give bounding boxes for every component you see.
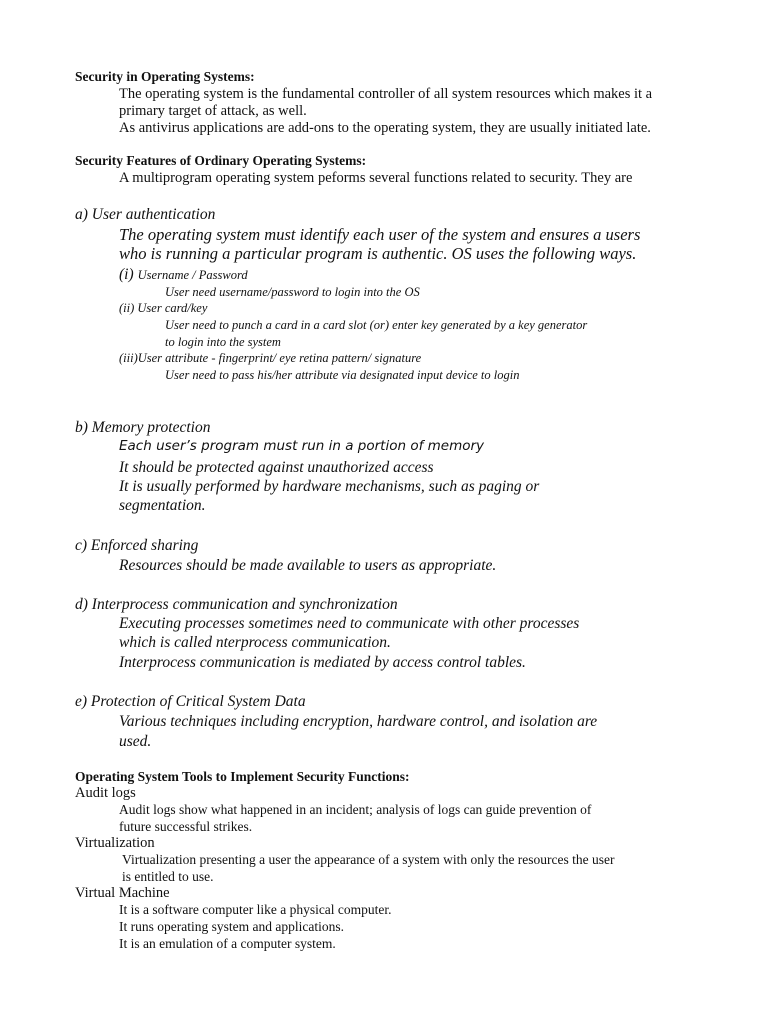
item-line: It is usually performed by hardware mechanisms, such as paging or bbox=[119, 478, 540, 495]
tool-desc: It runs operating system and applications. bbox=[119, 919, 344, 934]
item-line: Interprocess communication is mediated by access control tables. bbox=[119, 654, 526, 671]
subitem-user-attribute: (iii)User attribute - fingerprint/ eye retina pattern/ signature bbox=[119, 351, 422, 365]
paragraph-line: As antivirus applications are add-ons to the operating system, they are usually initiated late. bbox=[119, 120, 651, 136]
item-title-user-authentication: a) User authentication bbox=[75, 206, 216, 223]
item-title-interprocess-communication: d) Interprocess communication and synchronization bbox=[75, 596, 398, 613]
subitem-desc: User need to punch a card in a card slot (or) enter key generated by a key generator bbox=[165, 318, 588, 332]
item-line: Each user’s program must run in a portion of memory bbox=[119, 438, 485, 454]
paragraph-line: primary target of attack, as well. bbox=[119, 103, 307, 119]
item-line: Executing processes sometimes need to communicate with other processes bbox=[119, 615, 580, 632]
subitem-username-password bbox=[119, 267, 248, 283]
item-line: which is called nterprocess communication. bbox=[119, 634, 391, 651]
item-line: The operating system must identify each user of the system and ensures a users bbox=[119, 225, 641, 244]
paragraph-line: The operating system is the fundamental controller of all system resources which makes it a bbox=[119, 86, 653, 102]
item-line: Various techniques including encryption, hardware control, and isolation are bbox=[119, 713, 598, 730]
tool-title-audit-logs: Audit logs bbox=[75, 785, 136, 801]
tool-desc: Audit logs show what happened in an incident; analysis of logs can guide prevention of bbox=[119, 802, 592, 817]
tool-desc: future successful strikes. bbox=[119, 819, 253, 834]
section-heading-os-tools: Operating System Tools to Implement Security Functions: bbox=[75, 769, 410, 784]
subitem-desc: User need username/password to login into the OS bbox=[165, 285, 420, 299]
subitem-number: (i) bbox=[119, 266, 134, 283]
item-title-memory-protection: b) Memory protection bbox=[75, 419, 211, 436]
item-line: Resources should be made available to users as appropriate. bbox=[119, 557, 497, 574]
item-title-protection-critical-data: e) Protection of Critical System Data bbox=[75, 693, 306, 710]
subitem-desc: User need to pass his/her attribute via designated input device to login bbox=[165, 368, 520, 382]
item-line: who is running a particular program is authentic. OS uses the following ways. bbox=[119, 244, 637, 263]
tool-desc: Virtualization presenting a user the appearance of a system with only the resources the user bbox=[122, 852, 615, 867]
tool-desc: It is a software computer like a physical computer. bbox=[119, 902, 392, 917]
item-title-enforced-sharing: c) Enforced sharing bbox=[75, 537, 199, 554]
tool-title-virtual-machine: Virtual Machine bbox=[75, 885, 170, 901]
section-heading-security-features: Security Features of Ordinary Operating Systems: bbox=[75, 153, 367, 168]
subitem-label: Username / Password bbox=[137, 268, 248, 282]
subitem-desc: to login into the system bbox=[165, 335, 281, 349]
item-line: segmentation. bbox=[119, 497, 206, 514]
section-heading-security-in-os: Security in Operating Systems: bbox=[75, 69, 255, 84]
item-line: used. bbox=[119, 733, 152, 750]
tool-desc: is entitled to use. bbox=[122, 869, 214, 884]
tool-desc: It is an emulation of a computer system. bbox=[119, 936, 336, 951]
subitem-user-card-key: (ii) User card/key bbox=[119, 301, 208, 315]
paragraph-line: A multiprogram operating system peforms several functions related to security. They are bbox=[119, 170, 633, 186]
tool-title-virtualization: Virtualization bbox=[75, 835, 155, 851]
item-line: It should be protected against unauthorized access bbox=[119, 459, 434, 476]
